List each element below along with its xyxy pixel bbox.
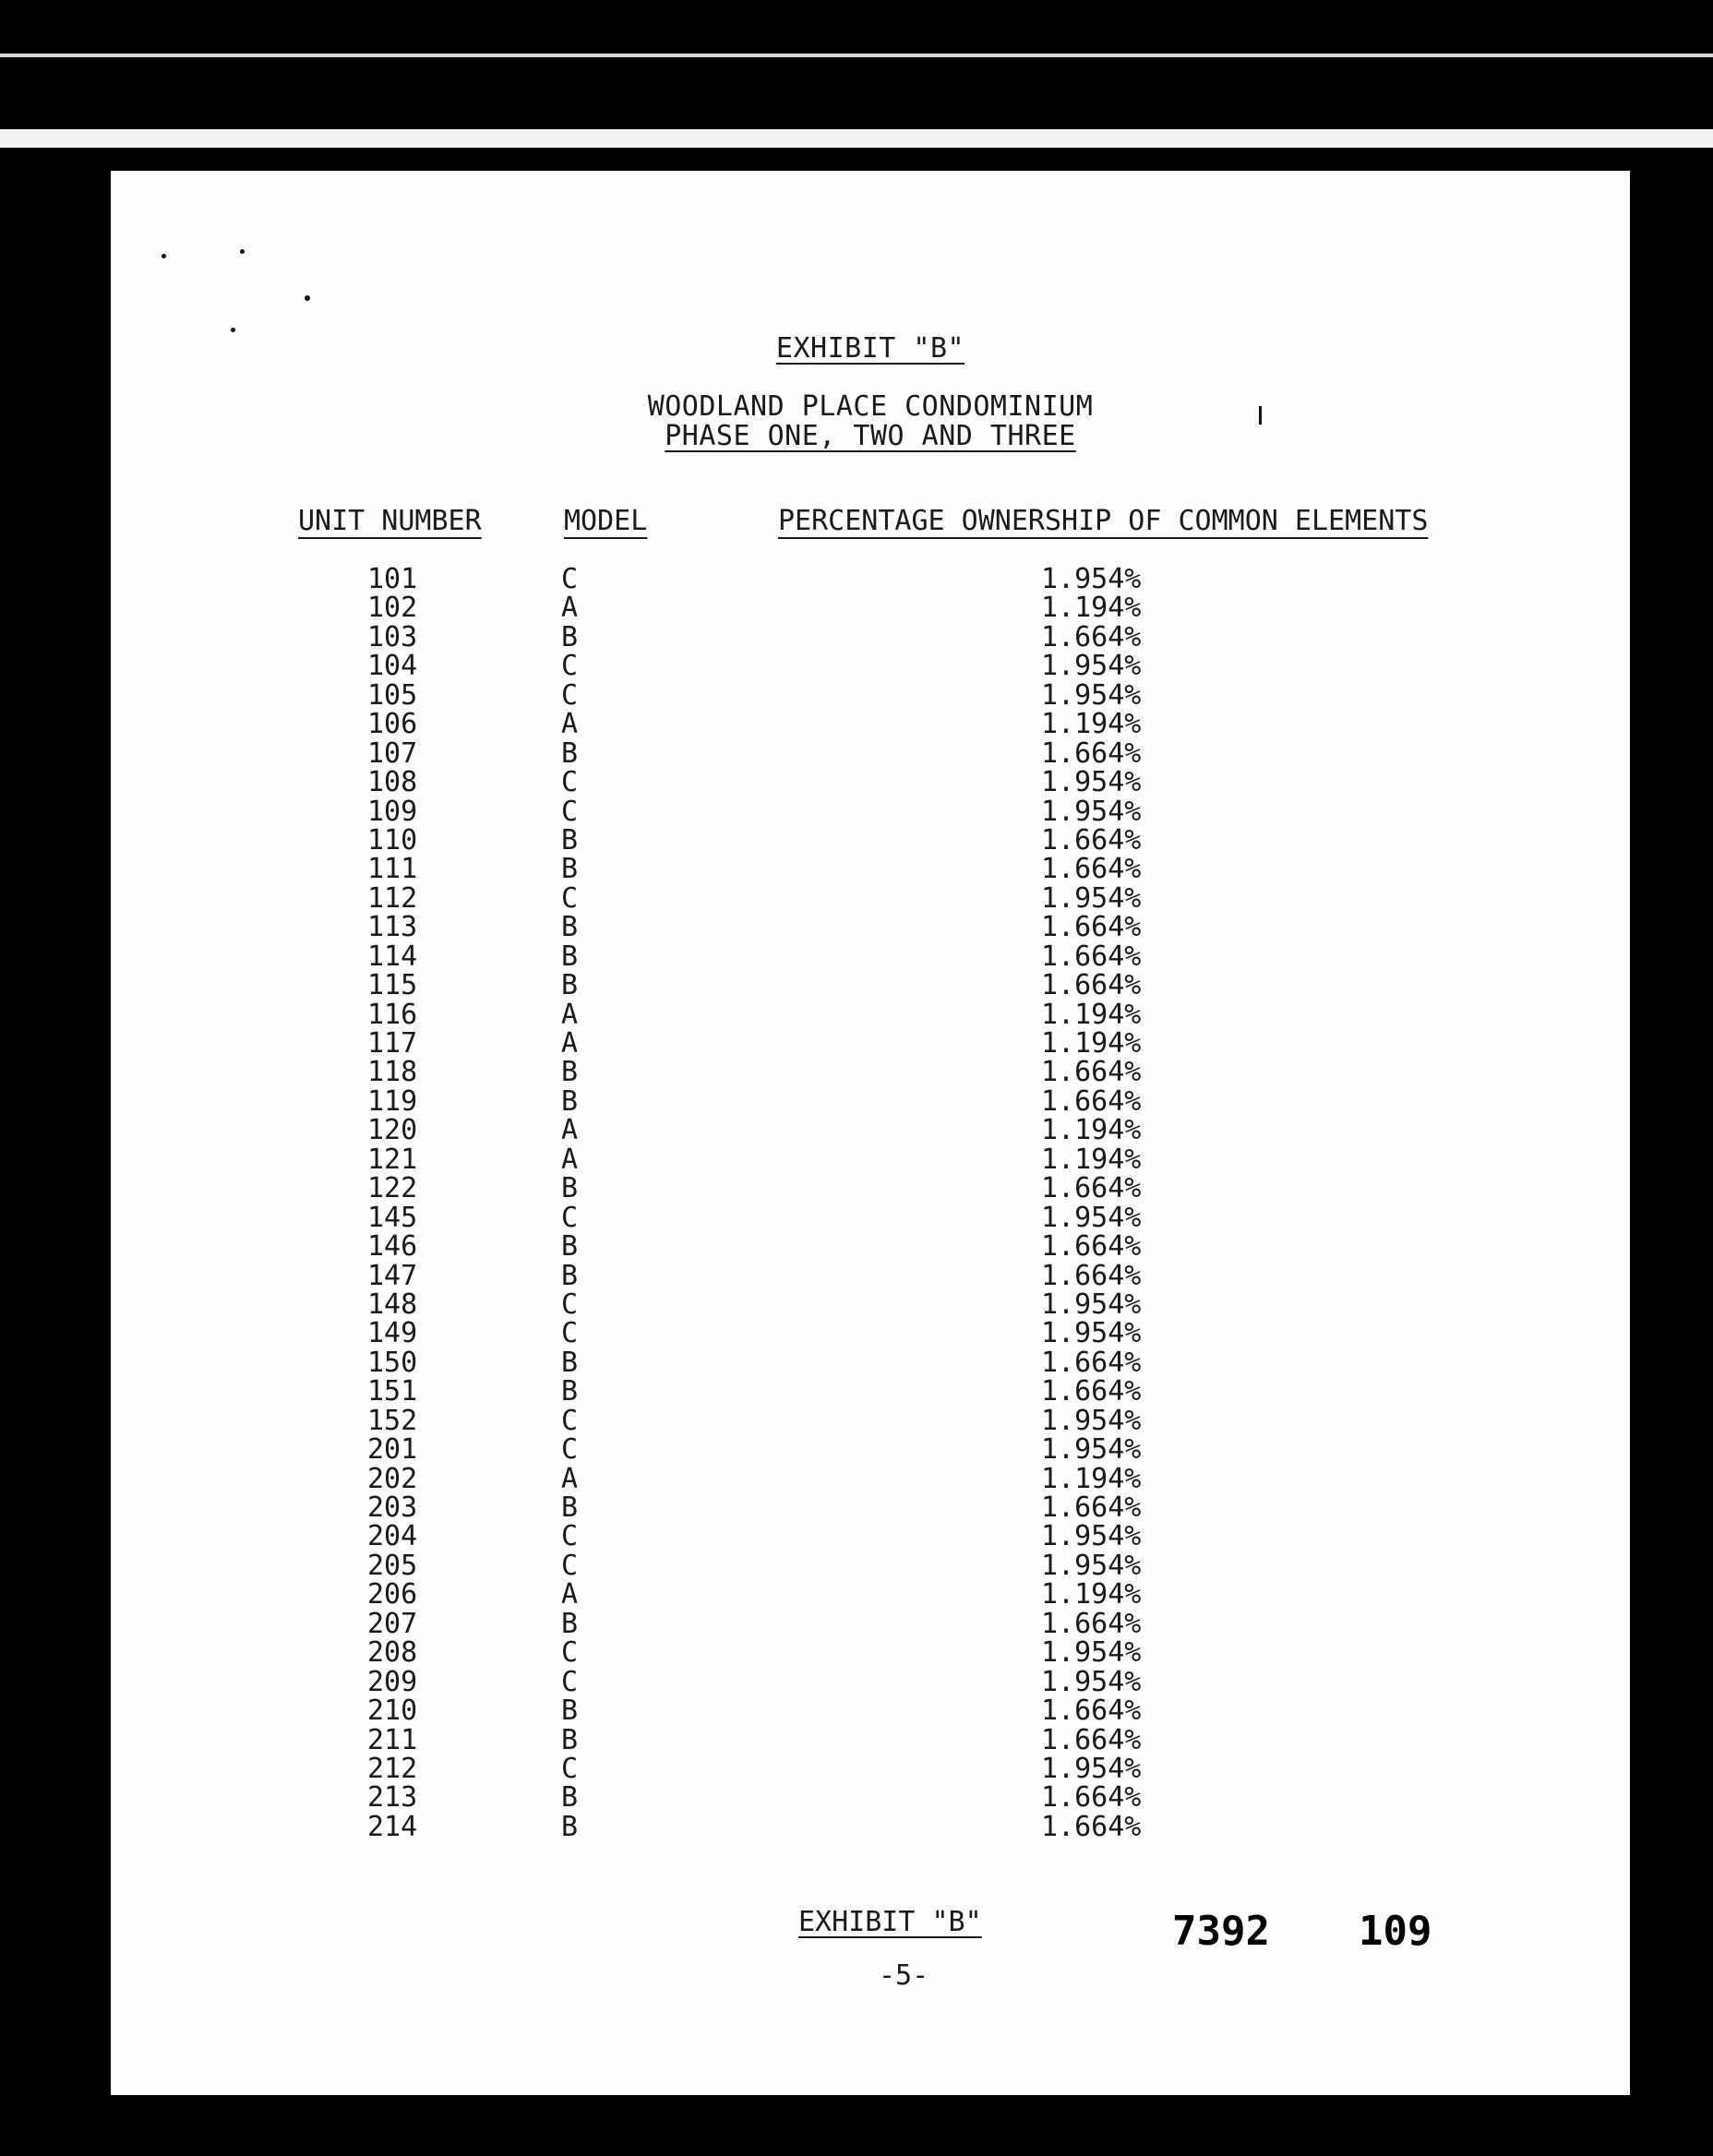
percentage-cell: 1.664%	[1041, 1084, 1142, 1118]
speck	[240, 249, 245, 254]
percentage-cell: 1.954%	[1041, 1288, 1142, 1321]
percentage-cell: 1.194%	[1041, 592, 1142, 625]
table-row	[111, 1056, 1630, 1089]
unit-number-cell: 209	[367, 1665, 418, 1698]
model-cell: B	[561, 969, 579, 1002]
table-row	[111, 1695, 1630, 1728]
table-row	[111, 1493, 1630, 1522]
model-cell: B	[561, 823, 579, 856]
table-row	[111, 620, 1630, 653]
percentage-cell: 1.954%	[1041, 1549, 1142, 1582]
unit-number-cell: 212	[367, 1752, 418, 1785]
unit-number-cell: 106	[367, 708, 418, 741]
percentage-cell: 1.664%	[1041, 1172, 1142, 1205]
model-cell: A	[561, 1578, 579, 1611]
unit-number-cell: 113	[367, 911, 418, 944]
table-row	[111, 565, 1630, 593]
unit-number-cell: 108	[367, 766, 418, 799]
table-row	[111, 678, 1630, 712]
unit-number-cell: 117	[367, 1027, 418, 1060]
unit-number-cell: 118	[367, 1056, 418, 1089]
unit-number-cell: 110	[367, 823, 418, 856]
percentage-cell: 1.664%	[1041, 1259, 1142, 1292]
table-row	[111, 911, 1630, 944]
unit-number-cell: 105	[367, 678, 418, 712]
model-cell: B	[561, 1607, 579, 1640]
model-cell: C	[561, 678, 579, 712]
table-row	[111, 592, 1630, 625]
unit-number-cell: 150	[367, 1346, 418, 1379]
column-header-unit: UNIT NUMBER	[298, 505, 482, 537]
table-row	[111, 650, 1630, 683]
scan-edge-band	[0, 129, 1713, 148]
table-row	[111, 1174, 1630, 1203]
table-row	[111, 1522, 1630, 1551]
scan-edge-line	[0, 54, 1713, 57]
model-cell: C	[561, 650, 579, 683]
unit-number-cell: 147	[367, 1259, 418, 1292]
footer-exhibit-label: EXHIBIT "B"	[798, 1906, 982, 1938]
unit-number-cell: 201	[367, 1433, 418, 1467]
table-row	[111, 1462, 1630, 1495]
percentage-cell: 1.954%	[1041, 1665, 1142, 1698]
model-cell: B	[561, 911, 579, 944]
table-row	[111, 1580, 1630, 1609]
table-row	[111, 1290, 1630, 1319]
percentage-cell: 1.954%	[1041, 766, 1142, 799]
percentage-cell: 1.664%	[1041, 911, 1142, 944]
percentage-cell: 1.954%	[1041, 1752, 1142, 1785]
unit-number-cell: 111	[367, 853, 418, 886]
model-cell: C	[561, 1520, 579, 1553]
percentage-cell: 1.664%	[1041, 1230, 1142, 1264]
unit-number-cell: 119	[367, 1084, 418, 1118]
unit-number-cell: 112	[367, 881, 418, 915]
unit-number-cell: 109	[367, 795, 418, 828]
unit-number-cell: 115	[367, 969, 418, 1002]
unit-number-cell: 146	[367, 1230, 418, 1264]
unit-number-cell: 116	[367, 998, 418, 1031]
table-row	[111, 1752, 1630, 1785]
unit-number-cell: 103	[367, 620, 418, 653]
model-cell: A	[561, 592, 579, 625]
unit-number-cell: 210	[367, 1695, 418, 1728]
model-cell: A	[561, 708, 579, 741]
unit-number-cell: 104	[367, 650, 418, 683]
unit-number-cell: 151	[367, 1375, 418, 1408]
table-row	[111, 1377, 1630, 1406]
percentage-cell: 1.664%	[1041, 1723, 1142, 1756]
table-row	[111, 797, 1630, 826]
table-row	[111, 1723, 1630, 1756]
column-header-percentage: PERCENTAGE OWNERSHIP OF COMMON ELEMENTS	[778, 505, 1429, 537]
model-cell: B	[561, 1084, 579, 1118]
percentage-cell: 1.954%	[1041, 1201, 1142, 1234]
unit-number-cell: 203	[367, 1491, 418, 1524]
model-cell: C	[561, 881, 579, 915]
unit-number-cell: 214	[367, 1810, 418, 1843]
column-header-model: MODEL	[564, 505, 648, 537]
unit-number-cell: 208	[367, 1636, 418, 1670]
percentage-cell: 1.664%	[1041, 1607, 1142, 1640]
unit-number-cell: 213	[367, 1781, 418, 1815]
unit-number-cell: 145	[367, 1201, 418, 1234]
model-cell: B	[561, 1781, 579, 1815]
table-row	[111, 823, 1630, 856]
unit-number-cell: 149	[367, 1317, 418, 1350]
unit-number-cell: 152	[367, 1404, 418, 1437]
phase-subtitle: PHASE ONE, TWO AND THREE	[665, 420, 1076, 452]
unit-number-cell: 121	[367, 1143, 418, 1176]
model-cell: B	[561, 1491, 579, 1524]
percentage-cell: 1.664%	[1041, 940, 1142, 973]
percentage-cell: 1.664%	[1041, 620, 1142, 653]
table-row	[111, 1404, 1630, 1437]
table-row	[111, 1319, 1630, 1348]
model-cell: C	[561, 1549, 579, 1582]
table-row	[111, 739, 1630, 768]
model-cell: C	[561, 766, 579, 799]
model-cell: A	[561, 1143, 579, 1176]
table-row	[111, 1551, 1630, 1580]
table-row	[111, 1810, 1630, 1843]
table-row	[111, 768, 1630, 797]
table-row	[111, 1145, 1630, 1174]
table-row	[111, 1029, 1630, 1058]
percentage-cell: 1.954%	[1041, 650, 1142, 683]
unit-number-cell: 122	[367, 1172, 418, 1205]
unit-number-cell: 148	[367, 1288, 418, 1321]
percentage-cell: 1.954%	[1041, 881, 1142, 915]
model-cell: B	[561, 1346, 579, 1379]
unit-number-cell: 202	[367, 1462, 418, 1495]
model-cell: B	[561, 1375, 579, 1408]
table-row	[111, 1201, 1630, 1234]
table-row	[111, 1665, 1630, 1698]
model-cell: A	[561, 998, 579, 1031]
unit-number-cell: 107	[367, 737, 418, 770]
percentage-cell: 1.954%	[1041, 1636, 1142, 1670]
book-number-stamp: 7392	[1172, 1908, 1270, 1955]
model-cell: C	[561, 1288, 579, 1321]
exhibit-title: EXHIBIT "B"	[775, 332, 965, 365]
percentage-cell: 1.954%	[1041, 1433, 1142, 1467]
percentage-cell: 1.954%	[1041, 1317, 1142, 1350]
model-cell: B	[561, 1056, 579, 1089]
percentage-cell: 1.194%	[1041, 1027, 1142, 1060]
condominium-name: WOODLAND PLACE CONDOMINIUM	[647, 390, 1094, 423]
speck	[162, 254, 166, 258]
table-row	[111, 1000, 1630, 1029]
percentage-cell: 1.664%	[1041, 1056, 1142, 1089]
unit-number-cell: 205	[367, 1549, 418, 1582]
model-cell: B	[561, 1810, 579, 1843]
percentage-cell: 1.194%	[1041, 1114, 1142, 1147]
table-row	[111, 1114, 1630, 1147]
percentage-cell: 1.664%	[1041, 853, 1142, 886]
percentage-cell: 1.194%	[1041, 1462, 1142, 1495]
model-cell: C	[561, 1404, 579, 1437]
model-cell: C	[561, 1752, 579, 1785]
table-row	[111, 1781, 1630, 1815]
ownership-table	[111, 565, 1630, 1841]
model-cell: A	[561, 1114, 579, 1147]
model-cell: B	[561, 1259, 579, 1292]
model-cell: C	[561, 563, 579, 595]
percentage-cell: 1.664%	[1041, 1810, 1142, 1843]
percentage-cell: 1.664%	[1041, 1346, 1142, 1379]
percentage-cell: 1.664%	[1041, 1781, 1142, 1815]
percentage-cell: 1.954%	[1041, 678, 1142, 712]
unit-number-cell: 120	[367, 1114, 418, 1147]
model-cell: B	[561, 1723, 579, 1756]
table-row	[111, 1230, 1630, 1264]
percentage-cell: 1.664%	[1041, 1375, 1142, 1408]
table-row	[111, 1259, 1630, 1292]
unit-number-cell: 101	[367, 563, 418, 595]
unit-number-cell: 206	[367, 1578, 418, 1611]
unit-number-cell: 207	[367, 1607, 418, 1640]
table-row	[111, 708, 1630, 741]
model-cell: B	[561, 1172, 579, 1205]
document-page	[111, 171, 1630, 2095]
unit-number-cell: 204	[367, 1520, 418, 1553]
model-cell: C	[561, 1317, 579, 1350]
table-row	[111, 942, 1630, 971]
model-cell: B	[561, 1230, 579, 1264]
model-cell: B	[561, 853, 579, 886]
unit-number-cell: 102	[367, 592, 418, 625]
table-row	[111, 1607, 1630, 1640]
percentage-cell: 1.194%	[1041, 1578, 1142, 1611]
table-row	[111, 1348, 1630, 1377]
table-row	[111, 1636, 1630, 1670]
percentage-cell: 1.664%	[1041, 823, 1142, 856]
model-cell: B	[561, 737, 579, 770]
model-cell: A	[561, 1027, 579, 1060]
percentage-cell: 1.194%	[1041, 708, 1142, 741]
table-row	[111, 881, 1630, 915]
percentage-cell: 1.954%	[1041, 795, 1142, 828]
speck	[305, 295, 310, 301]
table-row	[111, 1433, 1630, 1467]
model-cell: B	[561, 1695, 579, 1728]
percentage-cell: 1.664%	[1041, 969, 1142, 1002]
model-cell: B	[561, 940, 579, 973]
percentage-cell: 1.664%	[1041, 1695, 1142, 1728]
model-cell: B	[561, 620, 579, 653]
table-row	[111, 853, 1630, 886]
model-cell: C	[561, 1636, 579, 1670]
percentage-cell: 1.664%	[1041, 1491, 1142, 1524]
percentage-cell: 1.194%	[1041, 998, 1142, 1031]
percentage-cell: 1.664%	[1041, 737, 1142, 770]
unit-number-cell: 114	[367, 940, 418, 973]
model-cell: A	[561, 1462, 579, 1495]
percentage-cell: 1.954%	[1041, 1520, 1142, 1553]
model-cell: C	[561, 1201, 579, 1234]
page-number-stamp: 109	[1359, 1908, 1432, 1955]
percentage-cell: 1.954%	[1041, 1404, 1142, 1437]
percentage-cell: 1.194%	[1041, 1143, 1142, 1176]
unit-number-cell: 211	[367, 1723, 418, 1756]
percentage-cell: 1.954%	[1041, 563, 1142, 595]
model-cell: C	[561, 1433, 579, 1467]
model-cell: C	[561, 1665, 579, 1698]
model-cell: C	[561, 795, 579, 828]
table-row	[111, 1084, 1630, 1118]
table-row	[111, 971, 1630, 1000]
page-number: -5-	[879, 1959, 929, 1992]
